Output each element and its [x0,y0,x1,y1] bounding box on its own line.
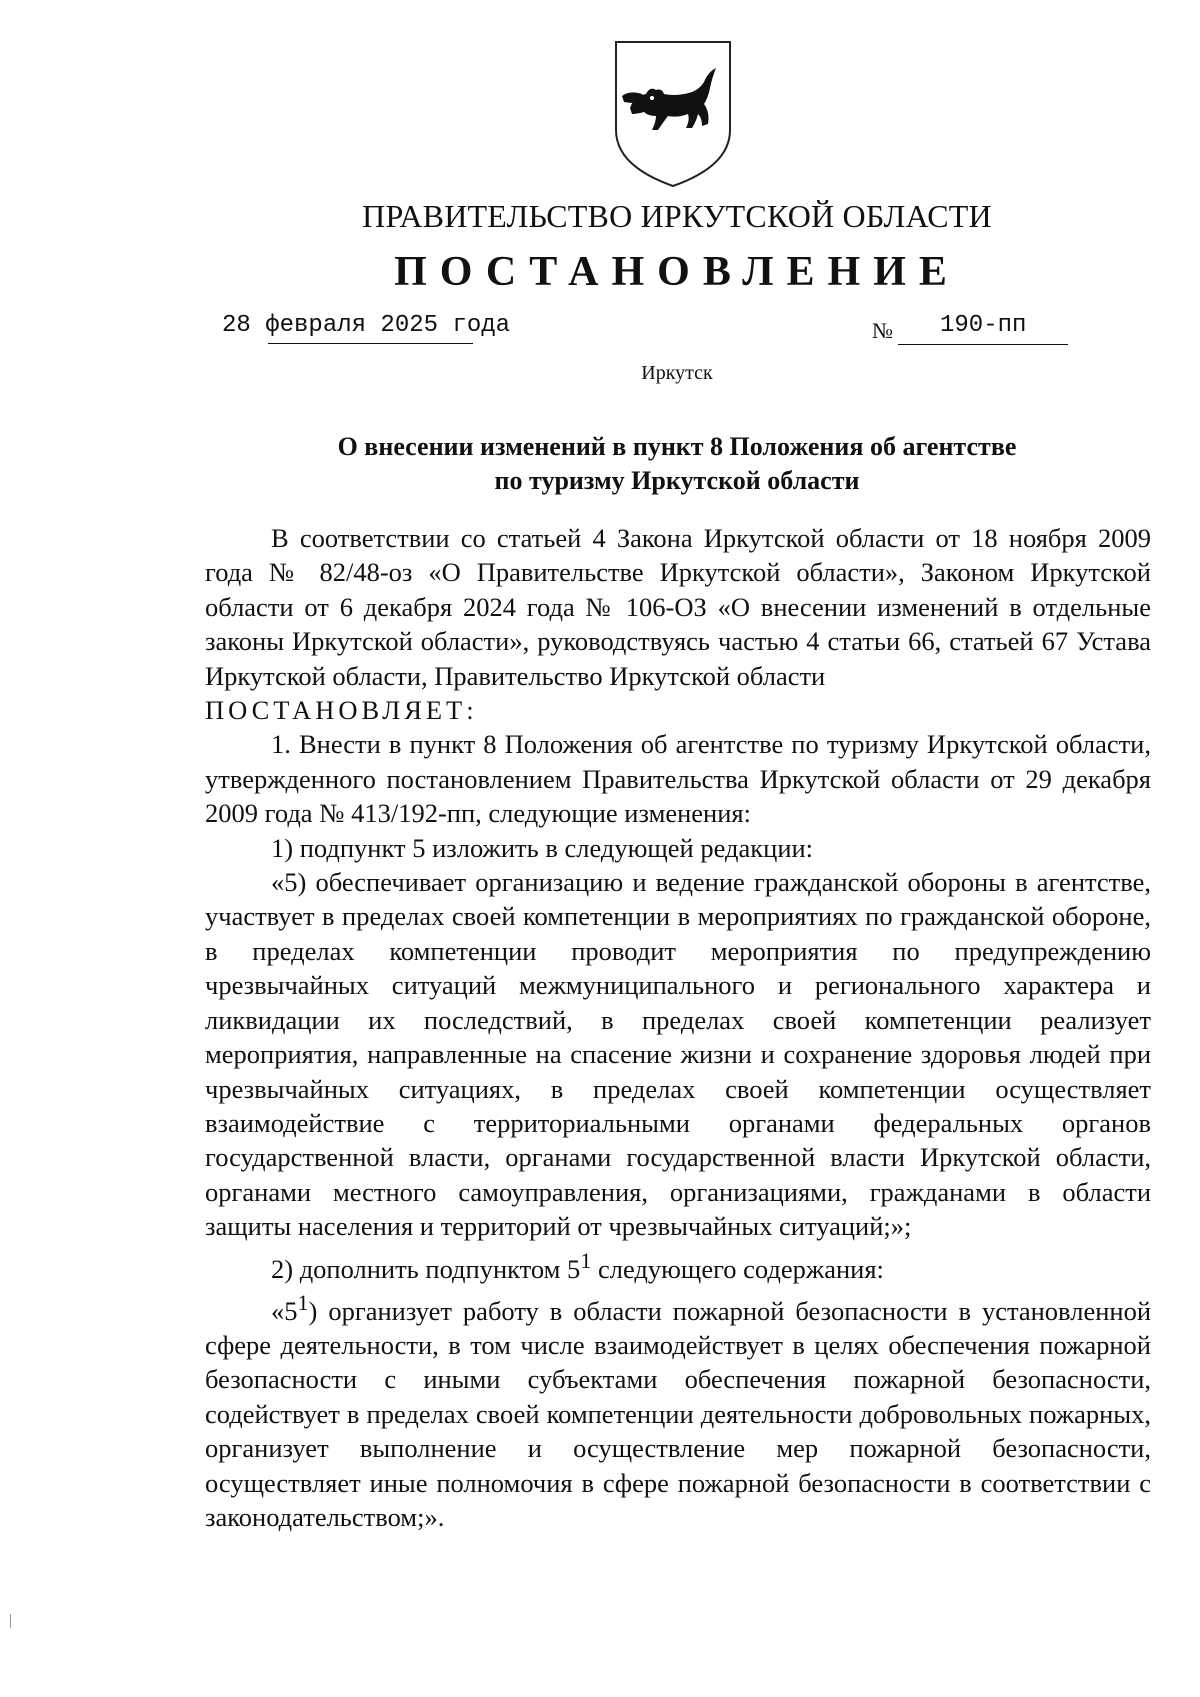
subject-line-2: по туризму Иркутской области [494,466,860,495]
document-type: ПОСТАНОВЛЕНИЕ [394,249,960,295]
subitem-2-heading-sup: 1 [580,1247,592,1273]
subitem-2-heading-start: 2) дополнить подпунктом 5 [271,1253,581,1284]
government-title: ПРАВИТЕЛЬСТВО ИРКУТСКОЙ ОБЛАСТИ [362,198,992,234]
subitem-1-heading: 1) подпункт 5 изложить в следующей редакции: [271,832,814,863]
number-underline [898,344,1068,345]
document-date: 28 февраля 2025 года [222,312,511,339]
document-subject [240,430,1114,498]
document-number: 190-пп [940,312,1027,339]
subitem-1-text: «5) обеспечивает организацию и ведение гражданской обороны в агентстве, участвует в пределах своей компетенции в мероприятиях по гражданской обороне, в пределах компетенции проводит мероприятия по предупреждению чрезвычайных ситуаций межмуниципального и регионального характера и ликвидации их последствий, в пределах своей компетенции реализует мероприятия, направленные на спасение жизни и сохранение здоровья людей при чрезвычайных ситуациях, в пределах своей компетенции осуществляет взаимодействие с территориальными органами федеральных органов государственной власти, органами государственной власти Иркутской области, органами местного самоуправления, организациями, гражданами в области защиты населения и территорий от чрезвычайных ситуаций;»; [205,867,1151,1242]
subitem-2-text-rest: ) организует работу в области пожарной безопасности в установленной сфере деятельности, в том числе взаимодействует в целях обеспечения пожарной безопасности с иными субъектами обеспечения пожарной безопасности, содействует в пределах своей компетенции деятельности добровольных пожарных, организует выполнение и осуществление мер пожарной безопасности, осуществляет иные полномочия в сфере пожарной безопасности в соответствии с законодательством;». [205,1295,1151,1533]
subitem-2-text-open: «5 [271,1295,298,1326]
irkutsk-coat-of-arms-icon [612,38,734,190]
subject-line-1: О внесении изменений в пункт 8 Положения об агентстве [337,432,1017,461]
number-sign: № [872,318,893,343]
margin-mark [10,1614,11,1628]
subitem-2-heading [205,1244,1151,1286]
subitem-2-text-sup: 1 [297,1289,309,1315]
subitem-2-text [205,1286,1151,1535]
date-underline [268,343,473,344]
preamble-paragraph: В соответствии со статьей 4 Закона Иркутской области от 18 ноября 2009 года № 82/48-оз «О Правительстве Иркутской области», Законом Иркутской области от 6 декабря 2024 года № 106-ОЗ «О внесении изменений в отдельные законы Иркутской области», руководствуясь частью 4 статьи 66, статьей 67 Устава Иркутской области, Правительство Иркутской области [205,523,1151,691]
item-1-paragraph: 1. Внести в пункт 8 Положения об агентстве по туризму Иркутской области, утвержденного постановлением Правительства Иркутской области от 29 декабря 2009 года № 413/192-пп, следующие изменения: [205,729,1151,829]
resolves-heading: ПОСТАНОВЛЯЕТ: [205,695,478,726]
subitem-2-heading-end: следующего содержания: [591,1253,884,1284]
document-body [205,521,1151,1534]
city: Иркутск [641,362,713,384]
